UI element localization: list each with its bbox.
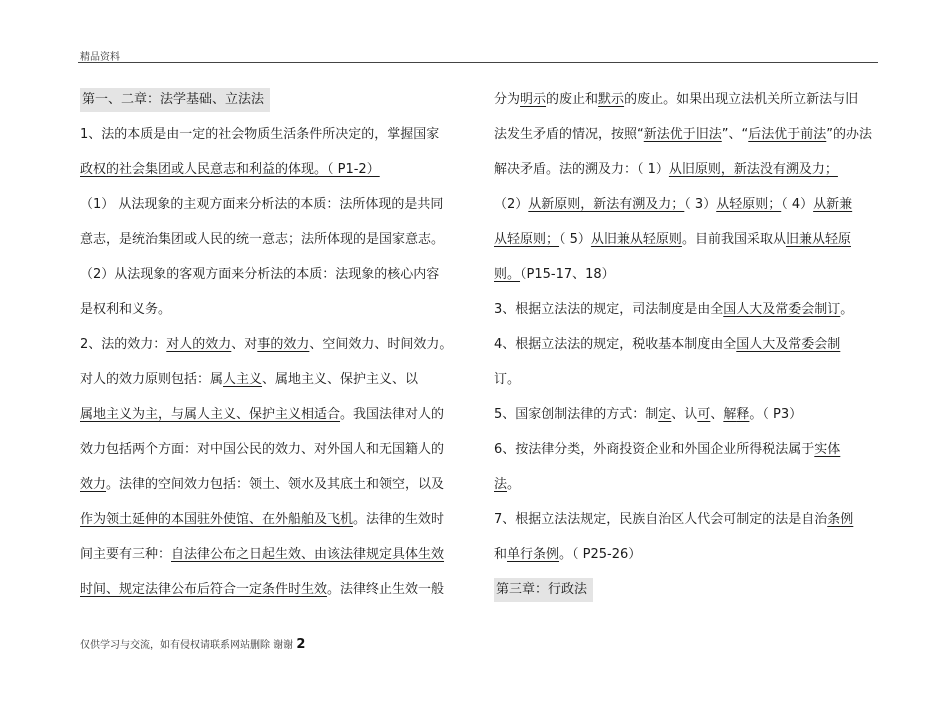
- text-line: 订。: [494, 372, 521, 387]
- text-line: 6、按法律分类，外商投资企业和外国企业所得税法属于实体: [494, 442, 841, 457]
- text-line: 7、根据立法法规定，民族自治区人代会可制定的法是自治条例: [494, 512, 854, 527]
- text-line: 作为领土延伸的本国驻外使馆、在外船舶及飞机。法律的生效时: [80, 512, 445, 527]
- text-line: 是权利和义务。: [80, 302, 172, 317]
- section-heading: 第一、二章：法学基础、立法法: [80, 88, 480, 123]
- text-line: 解决矛盾。法的溯及力：（ 1）从旧原则，新法没有溯及力；: [494, 162, 838, 177]
- text-line: 法。: [494, 477, 521, 492]
- text-line: 分为明示的废止和默示的废止。如果出现立法机关所立新法与旧: [494, 92, 859, 107]
- right-column: [494, 88, 884, 613]
- text-line: 属地主义为主，与属人主义、保护主义相适合。我国法律对人的: [80, 407, 445, 422]
- text-line: （2）从新原则，新法有溯及力；（ 3）从轻原则；（ 4）从新兼: [494, 197, 853, 212]
- section-heading: 第三章：行政法: [494, 578, 884, 613]
- text-line: 政权的社会集团或人民意志和利益的体现。（ P1-2）: [80, 162, 380, 177]
- page-header: 精品资料: [80, 52, 120, 63]
- footer-text: 仅供学习与交流，如有侵权请联系网站删除 谢谢: [80, 640, 294, 651]
- text-line: 意志，是统治集团或人民的统一意志；法所体现的是国家意志。: [80, 232, 445, 247]
- text-line: 效力包括两个方面：对中国公民的效力、对外国人和无国籍人的: [80, 442, 445, 457]
- text-line: 时间、规定法律公布后符合一定条件时生效。法律终止生效一般: [80, 582, 445, 597]
- page-number: 2: [296, 637, 306, 652]
- left-column: [80, 88, 480, 613]
- text-line: 法发生矛盾的情况，按照“新法优于旧法”、“后法优于前法”的办法: [494, 127, 873, 142]
- text-line: 1、法的本质是由一定的社会物质生活条件所决定的，掌握国家: [80, 127, 440, 142]
- text-line: 和单行条例。（ P25-26）: [494, 547, 642, 562]
- text-line: 效力。法律的空间效力包括：领土、领水及其底土和领空，以及: [80, 477, 445, 492]
- text-line: 2、法的效力：对人的效力、对事的效力、空间效力、时间效力。: [80, 337, 453, 352]
- text-line: 对人的效力原则包括：属人主义、属地主义、保护主义、以: [80, 372, 419, 387]
- text-line: （2）从法现象的客观方面来分析法的本质：法现象的核心内容: [80, 267, 440, 282]
- text-line: 则。（P15-17、18）: [494, 267, 615, 282]
- text-line: （1） 从法现象的主观方面来分析法的本质：法所体现的是共同: [80, 197, 444, 212]
- header-rule: [78, 62, 878, 63]
- text-line: 5、国家创制法律的方式：制定、认可、解释。（ P3）: [494, 407, 803, 422]
- text-line: 3、根据立法法的规定，司法制度是由全国人大及常委会制订。: [494, 302, 854, 317]
- text-line: 间主要有三种：自法律公布之日起生效、由该法律规定具体生效: [80, 547, 445, 562]
- text-line: 4、根据立法法的规定，税收基本制度由全国人大及常委会制: [494, 337, 841, 352]
- page-footer: [80, 636, 305, 652]
- text-line: 从轻原则；（ 5）从旧兼从轻原则。目前我国采取从旧兼从轻原: [494, 232, 851, 247]
